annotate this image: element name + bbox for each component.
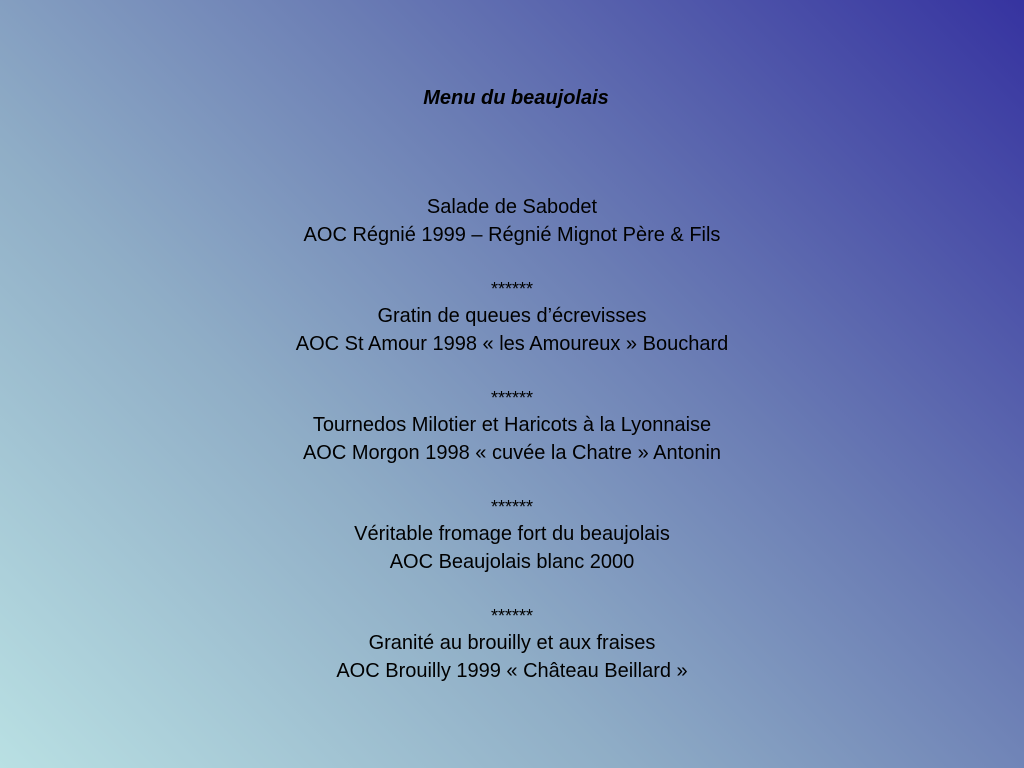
dish-name: Tournedos Milotier et Haricots à la Lyonnaise [312,414,712,436]
course-separator: ****** [490,497,534,517]
menu-list [0,194,1024,685]
menu-course [0,603,1024,685]
menu-title: Menu du beaujolais [423,87,609,109]
wine-pairing: AOC St Amour 1998 « les Amoureux » Bouchard [295,332,729,355]
dish-name: Salade de Sabodet [426,196,598,218]
dish-name: Véritable fromage fort du beaujolais [354,523,670,545]
course-separator: ****** [490,388,534,408]
wine-pairing: AOC Régnié 1999 – Régnié Mignot Père & Fils [303,223,721,246]
menu-course [0,494,1024,576]
menu-course [0,276,1024,358]
course-separator: ****** [490,279,534,299]
wine-pairing: AOC Brouilly 1999 « Château Beillard » [336,659,688,682]
menu-course [0,385,1024,467]
wine-pairing: AOC Morgon 1998 « cuvée la Chatre » Antonin [302,441,722,464]
menu-course [0,194,1024,249]
course-separator: ****** [490,606,534,626]
dish-name: Gratin de queues d’écrevisses [377,305,647,327]
wine-pairing: AOC Beaujolais blanc 2000 [389,550,635,573]
dish-name: Granité au brouilly et aux fraises [368,632,656,654]
